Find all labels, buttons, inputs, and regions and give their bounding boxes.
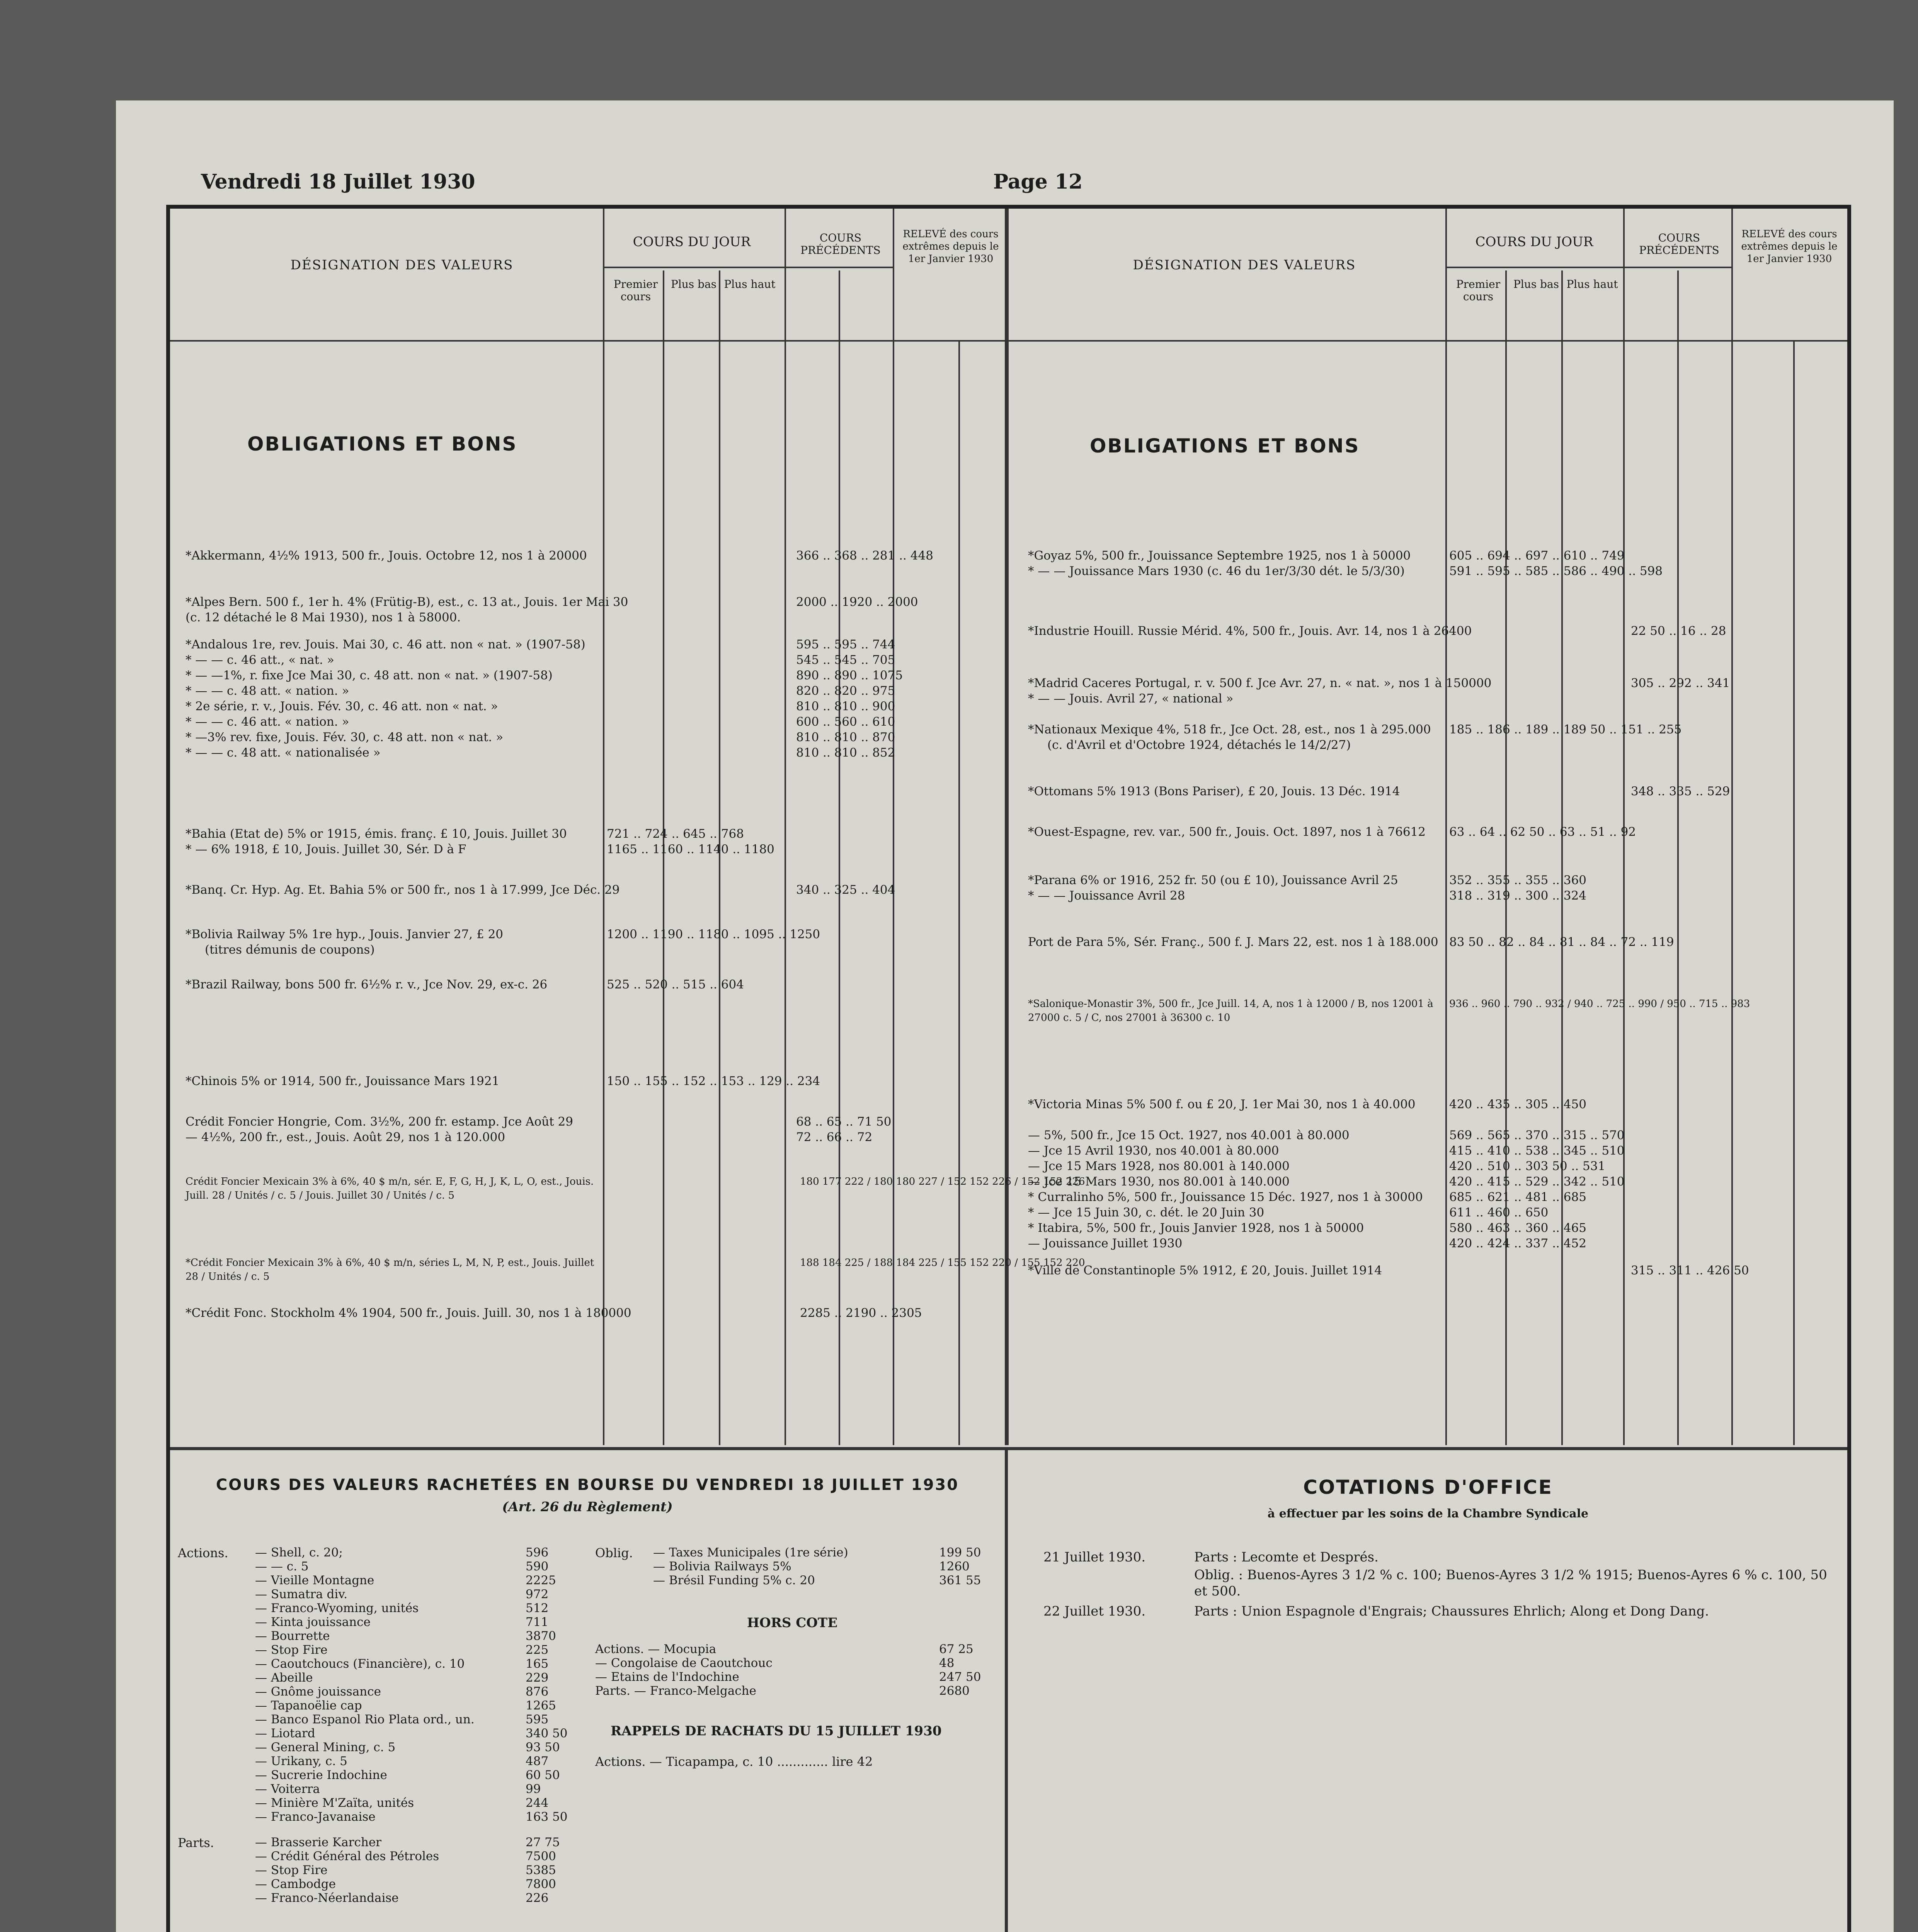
left-row-values: 1165 .. 1160 .. 1140 .. 1180 (607, 842, 774, 856)
right-row-values: 580 .. 463 .. 360 .. 465 (1449, 1221, 1586, 1235)
rachat-item-value: 972 (526, 1587, 549, 1601)
rachat-part-name: — Stop Fire (255, 1863, 328, 1877)
left-row: *Bolivia Railway 5% 1re hyp., Jouis. Janvier 27, £ 20 (186, 927, 504, 941)
rachat-part-value: 7800 (526, 1877, 556, 1891)
obligations-section (170, 209, 1847, 1445)
right-row: *Salonique-Monastir 3%, 500 fr., Jce Juill. 14, A, nos 1 à 12000 / B, nos 12001 à 27000 c. 5 / C, nos 27001 à 36300 c. 10 (1028, 998, 1433, 1024)
left-row: Crédit Foncier Mexicain 3% à 6%, 40 $ m/n, sér. E, F, G, H, J, K, L, O, est., Jouis. Juill. 28 / Unités / c. 5 / Jouis. Juillet 30 / Unités / c. 5 (186, 1176, 594, 1201)
right-row-values: 936 .. 960 .. 790 .. 932 / 940 .. 725 .. 990 / 950 .. 715 .. 983 (1449, 998, 1750, 1010)
rachat-part-value: 27 75 (526, 1835, 560, 1849)
left-row: *Brazil Railway, bons 500 fr. 6½% r. v., Jce Nov. 29, ex-c. 26 (186, 978, 548, 992)
rachat-part-value: 5385 (526, 1863, 556, 1877)
left-row: *Chinois 5% or 1914, 500 fr., Jouissance Mars 1921 (186, 1074, 500, 1088)
right-row: *Nationaux Mexique 4%, 518 fr., Jce Oct. 28, est., nos 1 à 295.000 (1028, 723, 1431, 736)
right-plus-haut-head: Plus haut (1566, 278, 1618, 291)
rachat-item-value: 229 (526, 1671, 549, 1685)
rachat-item-name: — Abeille (255, 1671, 313, 1685)
rachat-item-value: 244 (526, 1796, 549, 1810)
rachat-item-name: — Gnôme jouissance (255, 1685, 381, 1699)
rappels-rachats-line: Actions. — Ticapampa, c. 10 ............. lire 42 (595, 1754, 873, 1769)
cotations-title: COTATIONS D'OFFICE (1303, 1476, 1553, 1498)
left-row-values: 72 .. 66 .. 72 (796, 1130, 873, 1144)
right-row-values: 318 .. 319 .. 300 .. 324 (1449, 889, 1586, 903)
section-rule (170, 1447, 1847, 1450)
left-row-values: 366 .. 368 .. 281 .. 448 (796, 549, 933, 563)
right-row-values: 315 .. 311 .. 426 50 (1631, 1264, 1749, 1277)
rachat-item-value: 60 50 (526, 1768, 560, 1782)
rule (785, 209, 786, 1445)
rachat-part-name: — Franco-Néerlandaise (255, 1891, 399, 1905)
left-row-values: 721 .. 724 .. 645 .. 768 (607, 827, 744, 841)
rachat-item-value: 3870 (526, 1629, 556, 1643)
rachat-item-name: — Sucrerie Indochine (255, 1768, 387, 1782)
cotations-subtitle: à effectuer par les soins de la Chambre Syndicale (1267, 1507, 1589, 1520)
rachat-part-name: — Crédit Général des Pétroles (255, 1849, 439, 1863)
hors-cote-name: — Congolaise de Caoutchouc (595, 1656, 773, 1670)
rachat-actions-label: Actions. (178, 1546, 228, 1560)
right-row: *Industrie Houill. Russie Mérid. 4%, 500 fr., Jouis. Avr. 14, nos 1 à 26400 (1028, 624, 1472, 638)
left-releve-head: RELEVÉ des cours extrêmes depuis le 1er Janvier 1930 (902, 228, 999, 265)
rachat-item-name: — Urikany, c. 5 (255, 1754, 347, 1768)
rachat-item-name: — Shell, c. 20; (255, 1546, 343, 1560)
left-cours-du-jour-head: COURS DU JOUR (633, 234, 751, 250)
left-row-values: 810 .. 810 .. 852 (796, 746, 895, 760)
rachat-item-value: 711 (526, 1615, 549, 1629)
hors-cote-name: Actions. — Mocupia (595, 1642, 716, 1656)
right-row-values: 685 .. 621 .. 481 .. 685 (1449, 1190, 1586, 1204)
right-row: *Ville de Constantinople 5% 1912, £ 20, Jouis. Juillet 1914 (1028, 1264, 1382, 1277)
right-row: Port de Para 5%, Sér. Franç., 500 f. J. Mars 22, est. nos 1 à 188.000 (1028, 935, 1438, 949)
rachat-part-value: 7500 (526, 1849, 556, 1863)
left-row: — 4½%, 200 fr., est., Jouis. Août 29, nos 1 à 120.000 (186, 1130, 505, 1144)
rachat-oblig-value: 199 50 (939, 1546, 981, 1560)
cotations-date-3: 22 Juillet 1930. (1043, 1604, 1146, 1619)
rachat-item-name: — Bourrette (255, 1629, 330, 1643)
left-row: * — — c. 46 att. « nation. » (186, 715, 349, 729)
right-row: *Madrid Caceres Portugal, r. v. 500 f. Jce Avr. 27, n. « nat. », nos 1 à 150000 (1028, 676, 1492, 690)
left-row-values: 595 .. 595 .. 744 (796, 638, 895, 651)
rachat-item-name: — Vieille Montagne (255, 1573, 374, 1587)
rule (1561, 270, 1563, 1445)
hors-cote-value: 247 50 (939, 1670, 981, 1684)
right-row: *Ouest-Espagne, rev. var., 500 fr., Jouis. Oct. 1897, nos 1 à 76612 (1028, 825, 1426, 839)
rachat-oblig-name: — Taxes Municipales (1re série) (653, 1546, 848, 1560)
rachat-item-name: — General Mining, c. 5 (255, 1740, 396, 1754)
left-designation-head: DÉSIGNATION DES VALEURS (290, 257, 514, 273)
right-row-values: 185 .. 186 .. 189 .. 189 50 .. 151 .. 255 (1449, 723, 1682, 736)
right-row-values: 420 .. 415 .. 529 .. 342 .. 510 (1449, 1175, 1625, 1189)
right-row: — Jce 15 Mars 1930, nos 80.001 à 140.000 (1028, 1175, 1290, 1189)
right-precedents-head: COURS PRÉCÉDENTS (1639, 231, 1719, 257)
left-row: * — 6% 1918, £ 10, Jouis. Juillet 30, Sér. D à F (186, 842, 466, 856)
left-plus-haut-head: Plus haut (724, 278, 776, 291)
right-cours-du-jour-head: COURS DU JOUR (1475, 234, 1593, 250)
left-row-values: 600 .. 560 .. 610 (796, 715, 895, 729)
rachat-item-value: 512 (526, 1601, 549, 1615)
right-row: (c. d'Avril et d'Octobre 1924, détachés le 14/2/27) (1047, 738, 1351, 752)
header-rule (170, 340, 1847, 342)
rachat-item-value: 590 (526, 1560, 549, 1573)
left-premier-head: Premier cours (613, 278, 658, 303)
rachat-item-value: 2225 (526, 1573, 556, 1587)
rachat-title: COURS DES VALEURS RACHETÉES EN BOURSE DU VENDREDI 18 JUILLET 1930 (216, 1476, 959, 1494)
rachat-item-name: — Franco-Wyoming, unités (255, 1601, 419, 1615)
hors-cote-value: 67 25 (939, 1642, 973, 1656)
left-row-values: 810 .. 810 .. 900 (796, 699, 895, 713)
left-row-values: 150 .. 155 .. 152 .. 153 .. 129 .. 234 (607, 1074, 820, 1088)
left-row-values: 810 .. 810 .. 870 (796, 730, 895, 744)
left-row: *Alpes Bern. 500 f., 1er h. 4% (Frütig-B), est., c. 13 at., Jouis. 1er Mai 30 (186, 595, 628, 609)
rule (603, 267, 893, 268)
page-number: Page 12 (993, 170, 1083, 194)
right-row-values: 83 50 .. 82 .. 84 .. 81 .. 84 .. 72 .. 119 (1449, 935, 1674, 949)
rachat-item-name: — Liotard (255, 1726, 315, 1740)
right-row-values: 420 .. 435 .. 305 .. 450 (1449, 1097, 1586, 1111)
right-row: — Jouissance Juillet 1930 (1028, 1236, 1183, 1250)
right-row-values: 569 .. 565 .. 370 .. 315 .. 570 (1449, 1128, 1625, 1142)
rachat-oblig-label: Oblig. (595, 1546, 633, 1560)
rachat-item-value: 165 (526, 1657, 549, 1671)
right-row-values: 420 .. 510 .. 303 50 .. 531 (1449, 1159, 1606, 1173)
right-row: * Curralinho 5%, 500 fr., Jouissance 15 Déc. 1927, nos 1 à 30000 (1028, 1190, 1423, 1204)
left-row-values: 180 177 222 / 180 180 227 / 152 152 226 / 152 152 226 (800, 1176, 1085, 1187)
left-row: (c. 12 détaché le 8 Mai 1930), nos 1 à 58000. (186, 611, 461, 624)
rachat-item-value: 340 50 (526, 1726, 568, 1740)
left-row-values: 820 .. 820 .. 975 (796, 684, 895, 698)
left-row: * 2e série, r. v., Jouis. Fév. 30, c. 46 att. non « nat. » (186, 699, 498, 713)
right-row: * — Jce 15 Juin 30, c. dét. le 20 Juin 30 (1028, 1206, 1264, 1219)
hors-cote-name: — Etains de l'Indochine (595, 1670, 739, 1684)
left-row: *Andalous 1re, rev. Jouis. Mai 30, c. 46 att. non « nat. » (1907-58) (186, 638, 585, 651)
right-premier-head: Premier cours (1456, 278, 1501, 303)
right-row-values: 22 50 .. 16 .. 28 (1631, 624, 1726, 638)
right-row-values: 591 .. 595 .. 585 .. 586 .. 490 .. 598 (1449, 564, 1663, 578)
hors-cote-value: 2680 (939, 1684, 970, 1698)
rachat-oblig-value: 1260 (939, 1560, 970, 1573)
right-row-values: 420 .. 424 .. 337 .. 452 (1449, 1236, 1586, 1250)
left-row-values: 68 .. 65 .. 71 50 (796, 1115, 892, 1129)
rachat-part-name: — Cambodge (255, 1877, 336, 1891)
right-row: — Jce 15 Mars 1928, nos 80.001 à 140.000 (1028, 1159, 1290, 1173)
rule (663, 270, 664, 1445)
rachat-item-name: — Sumatra div. (255, 1587, 347, 1601)
right-row: *Ottomans 5% 1913 (Bons Pariser), £ 20, Jouis. 13 Déc. 1914 (1028, 784, 1400, 798)
left-row: *Bahia (Etat de) 5% or 1915, émis. franç. £ 10, Jouis. Juillet 30 (186, 827, 567, 841)
rachat-parts-label: Parts. (178, 1835, 214, 1850)
hors-cote-title: HORS COTE (747, 1615, 838, 1631)
rachat-oblig-name: — Bolivia Railways 5% (653, 1560, 791, 1573)
left-row: *Crédit Foncier Mexicain 3% à 6%, 40 $ m/n, séries L, M, N, P, est., Jouis. Juillet 28 / Unités / c. 5 (186, 1257, 594, 1282)
section-rule (1005, 1449, 1008, 1932)
left-row-values: 340 .. 325 .. 404 (796, 883, 895, 897)
left-row: * — — c. 48 att. « nationalisée » (186, 746, 381, 760)
right-row-values: 305 .. 292 .. 341 (1631, 676, 1730, 690)
right-releve-head: RELEVÉ des cours extrêmes depuis le 1er Janvier 1930 (1741, 228, 1838, 265)
rachat-item-value: 876 (526, 1685, 549, 1699)
hors-cote-name: Parts. — Franco-Melgache (595, 1684, 756, 1698)
left-row: * — — c. 46 att., « nat. » (186, 653, 334, 667)
left-obligations-title: OBLIGATIONS ET BONS (247, 433, 517, 455)
rachat-item-name: — — c. 5 (255, 1560, 309, 1573)
left-row: (titres démunis de coupons) (205, 943, 375, 957)
rachat-item-value: 163 50 (526, 1810, 568, 1824)
rachat-item-name: — Tapanoëlie cap (255, 1699, 362, 1713)
right-row: *Goyaz 5%, 500 fr., Jouissance Septembre 1925, nos 1 à 50000 (1028, 549, 1411, 563)
rule (1731, 209, 1733, 1445)
rachat-item-name: — Caoutchoucs (Financière), c. 10 (255, 1657, 465, 1671)
right-row: * — — Jouissance Avril 28 (1028, 889, 1185, 903)
left-row-values: 188 184 225 / 188 184 225 / 155 152 220 / 155 152 220 (800, 1257, 1085, 1269)
rachat-subtitle: (Art. 26 du Règlement) (502, 1499, 673, 1515)
right-row: * Itabira, 5%, 500 fr., Jouis Janvier 1928, nos 1 à 50000 (1028, 1221, 1364, 1235)
rule (603, 209, 604, 1445)
rachat-item-value: 1265 (526, 1699, 556, 1713)
right-row: — Jce 15 Avril 1930, nos 40.001 à 80.000 (1028, 1144, 1279, 1158)
rachat-item-name: — Stop Fire (255, 1643, 328, 1657)
right-row-values: 611 .. 460 .. 650 (1449, 1206, 1549, 1219)
rule (1505, 270, 1507, 1445)
right-row: — 5%, 500 fr., Jce 15 Oct. 1927, nos 40.001 à 80.000 (1028, 1128, 1350, 1142)
rachat-item-name: — Franco-Javanaise (255, 1810, 376, 1824)
left-row: * — —1%, r. fixe Jce Mai 30, c. 48 att. non « nat. » (1907-58) (186, 668, 553, 682)
left-row-values: 2000 .. 1920 .. 2000 (796, 595, 918, 609)
left-row: * — — c. 48 att. « nation. » (186, 684, 349, 698)
left-precedents-head: COURS PRÉCÉDENTS (800, 231, 881, 257)
rachat-oblig-name: — Brésil Funding 5% c. 20 (653, 1573, 815, 1587)
page-date: Vendredi 18 Juillet 1930 (201, 170, 475, 194)
right-row: *Parana 6% or 1916, 252 fr. 50 (ou £ 10), Jouissance Avril 25 (1028, 873, 1398, 887)
right-row-values: 348 .. 335 .. 529 (1631, 784, 1730, 798)
rachat-item-name: — Minière M'Zaïta, unités (255, 1796, 414, 1810)
left-row: *Banq. Cr. Hyp. Ag. Et. Bahia 5% or 500 fr., nos 1 à 17.999, Jce Déc. 29 (186, 883, 620, 897)
left-row-values: 545 .. 545 .. 705 (796, 653, 895, 667)
rule (1445, 267, 1731, 268)
right-row-values: 352 .. 355 .. 355 .. 360 (1449, 873, 1586, 887)
right-row: *Victoria Minas 5% 500 f. ou £ 20, J. 1er Mai 30, nos 1 à 40.000 (1028, 1097, 1416, 1111)
left-row-values: 2285 .. 2190 .. 2305 (800, 1306, 922, 1320)
rappels-rachats-title: RAPPELS DE RACHATS DU 15 JUILLET 1930 (611, 1723, 942, 1739)
cotations-text-3: Parts : Union Espagnole d'Engrais; Chaussures Ehrlich; Along et Dong Dang. (1194, 1604, 1709, 1619)
rachat-item-value: 596 (526, 1546, 549, 1560)
right-row-values: 605 .. 694 .. 697 .. 610 .. 749 (1449, 549, 1625, 563)
rule (1793, 340, 1795, 1445)
rachat-item-value: 99 (526, 1782, 541, 1796)
right-row-values: 63 .. 64 .. 62 50 .. 63 .. 51 .. 92 (1449, 825, 1636, 839)
cotations-date-1: 21 Juillet 1930. (1043, 1549, 1146, 1565)
rule (719, 270, 720, 1445)
right-designation-head: DÉSIGNATION DES VALEURS (1133, 257, 1356, 273)
cotations-text-2: Oblig. : Buenos-Ayres 3 1/2 % c. 100; Buenos-Ayres 3 1/2 % 1915; Buenos-Ayres 6 % c. 100, 50 et 500. (1194, 1567, 1827, 1599)
right-plus-bas-head: Plus bas (1513, 278, 1559, 291)
rachat-item-name: — Banco Espanol Rio Plata ord., un. (255, 1713, 475, 1726)
right-obligations-title: OBLIGATIONS ET BONS (1090, 435, 1360, 457)
left-row: *Crédit Fonc. Stockholm 4% 1904, 500 fr., Jouis. Juill. 30, nos 1 à 180000 (186, 1306, 631, 1320)
left-row-values: 525 .. 520 .. 515 .. 604 (607, 978, 744, 992)
rachat-item-name: — Voiterra (255, 1782, 320, 1796)
left-plus-bas-head: Plus bas (671, 278, 717, 291)
cotations-text-1: Parts : Lecomte et Després. (1194, 1549, 1379, 1565)
left-row: *Akkermann, 4½% 1913, 500 fr., Jouis. Octobre 12, nos 1 à 20000 (186, 549, 587, 563)
left-row: Crédit Foncier Hongrie, Com. 3½%, 200 fr. estamp. Jce Août 29 (186, 1115, 573, 1129)
rule (958, 340, 960, 1445)
rachat-part-name: — Brasserie Karcher (255, 1835, 381, 1849)
rachat-item-value: 93 50 (526, 1740, 560, 1754)
right-row: * — — Jouis. Avril 27, « national » (1028, 692, 1234, 706)
rachat-item-value: 595 (526, 1713, 549, 1726)
left-row-values: 890 .. 890 .. 1075 (796, 668, 903, 682)
right-row: * — — Jouissance Mars 1930 (c. 46 du 1er/3/30 dét. le 5/3/30) (1028, 564, 1405, 578)
rachat-part-value: 226 (526, 1891, 549, 1905)
rachat-oblig-value: 361 55 (939, 1573, 981, 1587)
rachat-item-value: 225 (526, 1643, 549, 1657)
rachat-item-value: 487 (526, 1754, 549, 1768)
rachat-item-name: — Kinta jouissance (255, 1615, 371, 1629)
rule (1445, 209, 1447, 1445)
left-row-values: 1200 .. 1190 .. 1180 .. 1095 .. 1250 (607, 927, 820, 941)
left-row: * —3% rev. fixe, Jouis. Fév. 30, c. 48 att. non « nat. » (186, 730, 504, 744)
hors-cote-value: 48 (939, 1656, 955, 1670)
right-row-values: 415 .. 410 .. 538 .. 345 .. 510 (1449, 1144, 1625, 1158)
